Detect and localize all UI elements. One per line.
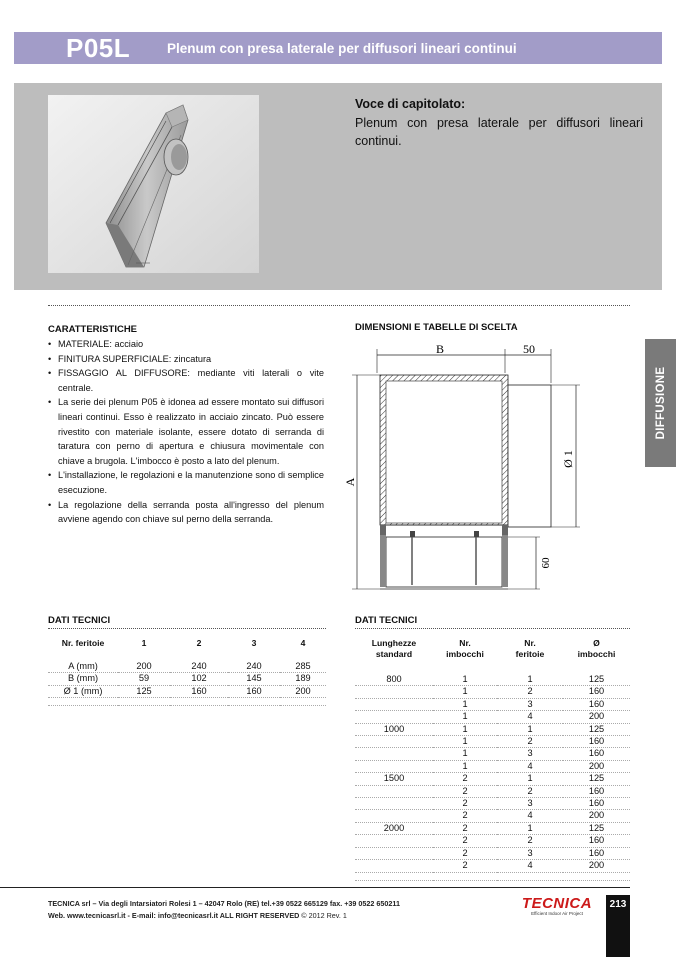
dimensions-heading: DIMENSIONI E TABELLE DI SCELTA [355,322,518,333]
tech-table-left [48,638,326,706]
table-row [355,872,630,880]
table-cell: 1 [433,686,497,698]
table-cell: 189 [280,673,326,685]
table-header: Nr. feritoie [61,638,105,648]
footer-divider [0,887,630,888]
section-tab-label: DIFFUSIONE [654,366,667,440]
table-row [355,798,630,810]
table-cell: 160 [563,698,630,710]
hero-panel [14,83,662,290]
product-title: Plenum con presa laterale per diffusori lineari continui [167,41,517,56]
list-item: • La regolazione della serranda posta all'ingresso del plenum avviene agendo con chiave sul perno della serranda. [48,498,324,527]
table-header-row [48,638,326,661]
footer-text [48,898,400,922]
table-cell: 200 [563,760,630,772]
table-cell: 4 [497,760,563,772]
table-row [355,847,630,859]
table-cell: 160 [563,736,630,748]
table-cell: 3 [497,798,563,810]
table-header: 1 [141,638,147,648]
table-cell: 200 [563,711,630,723]
table-cell: 1000 [355,723,433,735]
table-row [355,860,630,872]
footer-address: TECNICA srl – Via degli Intarsiatori Rolesi 1 – 42047 Rolo (RE) tel.+39 0522 665129 fax. +39 0522 650211 [48,899,400,908]
table-row [355,698,630,710]
table-header: Nr. feritoie [515,638,545,659]
table-cell: 160 [563,748,630,760]
table-cell: 59 [118,673,170,685]
table-cell: 2 [433,847,497,859]
table-cell: 102 [170,673,228,685]
table-cell: 125 [563,723,630,735]
table-cell: 125 [563,822,630,834]
table-cell: 145 [228,673,280,685]
table-header-row [355,638,630,672]
logo-tagline: Efficient Indoor Air Project [531,911,583,916]
table-row [355,686,630,698]
table-cell: 160 [170,685,228,697]
table-cell [355,847,433,859]
table-cell [355,785,433,797]
table-row [355,736,630,748]
section-tab [645,339,676,467]
table-cell: 160 [563,798,630,810]
table-cell: 2000 [355,822,433,834]
table-cell [355,711,433,723]
table-cell: 160 [563,785,630,797]
table-row [355,773,630,785]
table-cell: 1 [433,672,497,686]
table-cell [355,736,433,748]
table-cell: 1 [433,723,497,735]
table-cell: Ø 1 (mm) [48,685,118,697]
table-cell: 2 [497,785,563,797]
spec-text: Plenum con presa laterale per diffusori lineari continui. [355,116,643,148]
table-cell: 2 [433,835,497,847]
table-cell [355,872,433,880]
page-number: 213 [606,895,630,957]
table-cell: 2 [433,785,497,797]
table-cell: 160 [563,847,630,859]
table-cell: 240 [228,661,280,673]
table-header: Ø imbocchi [577,638,616,659]
table-cell: 1 [433,748,497,760]
table-cell: 1 [497,672,563,686]
table-row [355,785,630,797]
list-item: • MATERIALE: acciaio [48,337,324,352]
table-cell [355,860,433,872]
table-cell: 1 [497,723,563,735]
table-cell [355,810,433,822]
table-cell: 1500 [355,773,433,785]
table-cell: 2 [433,822,497,834]
table-cell [355,798,433,810]
table-row [48,698,326,706]
table-cell: 1 [433,760,497,772]
dim-label-50: 50 [523,342,535,356]
table-cell: B (mm) [48,673,118,685]
table-cell: 125 [563,672,630,686]
footer-web: Web. www.tecnicasrl.it - E-mail: info@tecnicasrl.it ALL RIGHT RESERVED [48,911,300,920]
dim-label-phi: Ø 1 [561,450,575,468]
table-cell: 1 [433,698,497,710]
table-cell: 4 [497,860,563,872]
table-cell [355,686,433,698]
product-photo [48,95,259,273]
table-cell [563,872,630,880]
table-cell: 240 [170,661,228,673]
dim-label-a: A [343,477,357,487]
table-cell: 200 [280,685,326,697]
tech-left-heading: DATI TECNICI [48,615,111,626]
list-item: • FISSAGGIO AL DIFFUSORE: mediante viti laterali o vite centrale. [48,366,324,395]
table-row [355,822,630,834]
table-cell: 285 [280,661,326,673]
table-cell: 1 [497,822,563,834]
table-row [48,673,326,685]
table-cell [355,835,433,847]
table-row [48,661,326,673]
features-heading: CARATTERISTICHE [48,324,138,335]
table-divider [48,628,326,629]
table-cell: 4 [497,810,563,822]
table-cell: 2 [433,773,497,785]
table-cell: 200 [563,810,630,822]
table-cell: 160 [563,686,630,698]
table-row [355,711,630,723]
product-code: P05L [66,33,131,63]
table-cell: 4 [497,711,563,723]
table-cell: 1 [433,736,497,748]
table-cell: 200 [563,860,630,872]
table-cell: 125 [118,685,170,697]
section-divider [48,305,630,306]
tech-table-right [355,638,630,881]
dimension-drawing [340,337,600,597]
table-cell: 1 [497,773,563,785]
table-cell: 2 [497,686,563,698]
table-cell [497,872,563,880]
table-cell [355,748,433,760]
table-row [48,685,326,697]
table-row [355,672,630,686]
list-item: • FINITURA SUPERFICIALE: zincatura [48,352,324,367]
table-cell: 160 [228,685,280,697]
table-header: 3 [251,638,257,648]
table-row [355,760,630,772]
company-logo [516,895,598,916]
table-cell [433,872,497,880]
features-list [48,337,324,527]
table-header: Nr. imbocchi [446,638,484,659]
logo-word: TECNICA [521,895,593,912]
table-cell [355,760,433,772]
table-cell: 200 [118,661,170,673]
table-cell: 2 [497,835,563,847]
table-cell: 160 [563,835,630,847]
table-cell: 3 [497,847,563,859]
table-cell: 125 [563,773,630,785]
table-row [355,835,630,847]
table-divider [355,628,630,629]
table-cell: A (mm) [48,661,118,673]
table-header: 4 [300,638,306,648]
table-header: 2 [196,638,202,648]
table-cell [355,698,433,710]
table-cell: 3 [497,698,563,710]
list-item: • La serie dei plenum P05 è idonea ad essere montato sui diffusori lineari continui. Esso è realizzato in acciaio zincato. Può essere rivestito con materiale isolante, essere dotato di serranda di taratura con perno di apertura e chiusura movimentale con chiave a brugola. L'imbocco è posto a lato del plenum. [48,395,324,468]
tech-right-heading: DATI TECNICI [355,615,418,626]
dim-label-60: 60 [540,557,552,569]
table-cell: 2 [497,736,563,748]
spec-title: Voce di capitolato: [355,97,466,111]
header-bar [14,32,662,64]
table-cell: 2 [433,798,497,810]
list-item: • L'installazione, le regolazioni e la manutenzione sono di semplice esecuzione. [48,468,324,497]
table-cell: 800 [355,672,433,686]
table-cell: 3 [497,748,563,760]
table-header: Lunghezze standard [371,638,417,659]
table-cell: 1 [433,711,497,723]
dim-label-b: B [435,342,445,356]
footer-copyright: © 2012 Rev. 1 [299,911,347,920]
footer-contacts [48,910,400,922]
table-row [355,748,630,760]
table-cell: 2 [433,860,497,872]
table-row [355,810,630,822]
table-cell: 2 [433,810,497,822]
table-row [355,723,630,735]
